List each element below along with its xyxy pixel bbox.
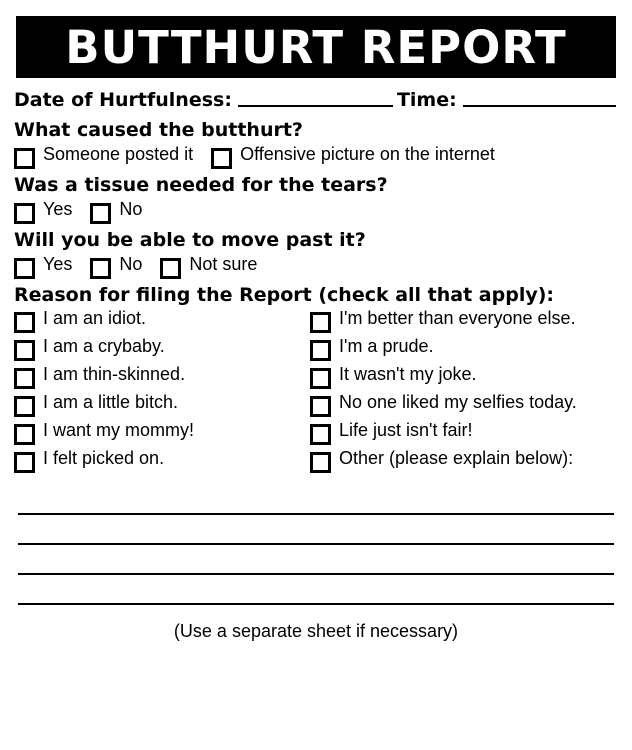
option-label: No bbox=[119, 253, 143, 274]
explanation-write-in-area bbox=[14, 485, 618, 605]
section-move-past-heading: Will you be able to move past it? bbox=[14, 228, 366, 251]
checkbox-icon[interactable] bbox=[310, 368, 331, 389]
checkbox-option-offensive-picture[interactable] bbox=[211, 145, 495, 166]
option-label: I am thin-skinned. bbox=[43, 364, 186, 385]
section-cause-options bbox=[14, 145, 618, 166]
checkbox-option-move-past-yes[interactable] bbox=[14, 255, 72, 276]
checkbox-icon[interactable] bbox=[14, 396, 35, 417]
checkbox-option-other[interactable] bbox=[310, 449, 618, 470]
option-label: Offensive picture on the internet bbox=[240, 143, 495, 164]
option-label: No bbox=[119, 198, 143, 219]
option-label: Someone posted it bbox=[43, 143, 194, 164]
option-label: I'm a prude. bbox=[339, 336, 434, 357]
form-title-banner bbox=[16, 16, 616, 78]
reason-options-left-column bbox=[14, 309, 310, 477]
checkbox-option-not-my-joke[interactable] bbox=[310, 365, 618, 386]
checkbox-icon[interactable] bbox=[310, 340, 331, 361]
time-label: Time: bbox=[396, 89, 457, 111]
checkbox-option-idiot[interactable] bbox=[14, 309, 310, 330]
checkbox-option-someone-posted-it[interactable] bbox=[14, 145, 193, 166]
checkbox-option-thin-skinned[interactable] bbox=[14, 365, 310, 386]
checkbox-icon[interactable] bbox=[90, 203, 111, 224]
section-reason-heading: Reason for filing the Report (check all that apply): bbox=[14, 283, 555, 306]
checkbox-option-want-my-mommy[interactable] bbox=[14, 421, 310, 442]
checkbox-option-tissue-yes[interactable] bbox=[14, 200, 72, 221]
checkbox-option-tissue-no[interactable] bbox=[90, 200, 142, 221]
checkbox-option-better-than-everyone[interactable] bbox=[310, 309, 618, 330]
option-label: It wasn't my joke. bbox=[339, 364, 477, 385]
time-input-line[interactable] bbox=[463, 104, 616, 107]
option-label: Yes bbox=[43, 253, 73, 274]
option-label: I am a little bitch. bbox=[43, 392, 179, 413]
checkbox-option-little-bitch[interactable] bbox=[14, 393, 310, 414]
checkbox-icon[interactable] bbox=[310, 396, 331, 417]
page-title: BUTTHURT REPORT bbox=[65, 20, 567, 74]
reason-options-right-column bbox=[310, 309, 618, 477]
checkbox-icon[interactable] bbox=[14, 424, 35, 445]
checkbox-option-felt-picked-on[interactable] bbox=[14, 449, 310, 470]
option-label: I am an idiot. bbox=[43, 308, 147, 329]
checkbox-icon[interactable] bbox=[14, 258, 35, 279]
option-label: I am a crybaby. bbox=[43, 336, 165, 357]
date-label: Date of Hurtfulness: bbox=[14, 89, 232, 111]
checkbox-icon[interactable] bbox=[14, 203, 35, 224]
checkbox-icon[interactable] bbox=[90, 258, 111, 279]
checkbox-icon[interactable] bbox=[310, 452, 331, 473]
checkbox-icon[interactable] bbox=[211, 148, 232, 169]
option-label: I want my mommy! bbox=[43, 420, 195, 441]
checkbox-option-no-one-liked-selfies[interactable] bbox=[310, 393, 618, 414]
section-cause-heading: What caused the butthurt? bbox=[14, 119, 303, 141]
checkbox-option-life-not-fair[interactable] bbox=[310, 421, 618, 442]
checkbox-icon[interactable] bbox=[14, 452, 35, 473]
section-tissue-options bbox=[14, 200, 618, 221]
option-label: Yes bbox=[43, 198, 73, 219]
checkbox-icon[interactable] bbox=[14, 312, 35, 333]
date-time-row bbox=[14, 89, 618, 111]
checkbox-option-prude[interactable] bbox=[310, 337, 618, 358]
section-move-past-options bbox=[14, 255, 618, 276]
option-label: Other (please explain below): bbox=[339, 448, 574, 469]
date-input-line[interactable] bbox=[238, 104, 393, 107]
option-label: No one liked my selfies today. bbox=[339, 392, 577, 413]
checkbox-option-move-past-not-sure[interactable] bbox=[160, 255, 257, 276]
write-in-line[interactable] bbox=[18, 545, 614, 575]
write-in-line[interactable] bbox=[18, 515, 614, 545]
checkbox-option-crybaby[interactable] bbox=[14, 337, 310, 358]
section-tissue-heading: Was a tissue needed for the tears? bbox=[14, 173, 388, 196]
option-label: I'm better than everyone else. bbox=[339, 308, 576, 329]
write-in-line[interactable] bbox=[18, 575, 614, 605]
write-in-line[interactable] bbox=[18, 485, 614, 515]
checkbox-icon[interactable] bbox=[160, 258, 181, 279]
option-label: Life just isn't fair! bbox=[339, 420, 473, 441]
checkbox-icon[interactable] bbox=[14, 340, 35, 361]
checkbox-icon[interactable] bbox=[14, 368, 35, 389]
checkbox-icon[interactable] bbox=[14, 148, 35, 169]
reason-options-grid bbox=[14, 309, 618, 477]
checkbox-icon[interactable] bbox=[310, 424, 331, 445]
checkbox-option-move-past-no[interactable] bbox=[90, 255, 142, 276]
checkbox-icon[interactable] bbox=[310, 312, 331, 333]
option-label: Not sure bbox=[189, 253, 258, 274]
footer-note: (Use a separate sheet if necessary) bbox=[173, 621, 459, 642]
option-label: I felt picked on. bbox=[43, 448, 165, 469]
